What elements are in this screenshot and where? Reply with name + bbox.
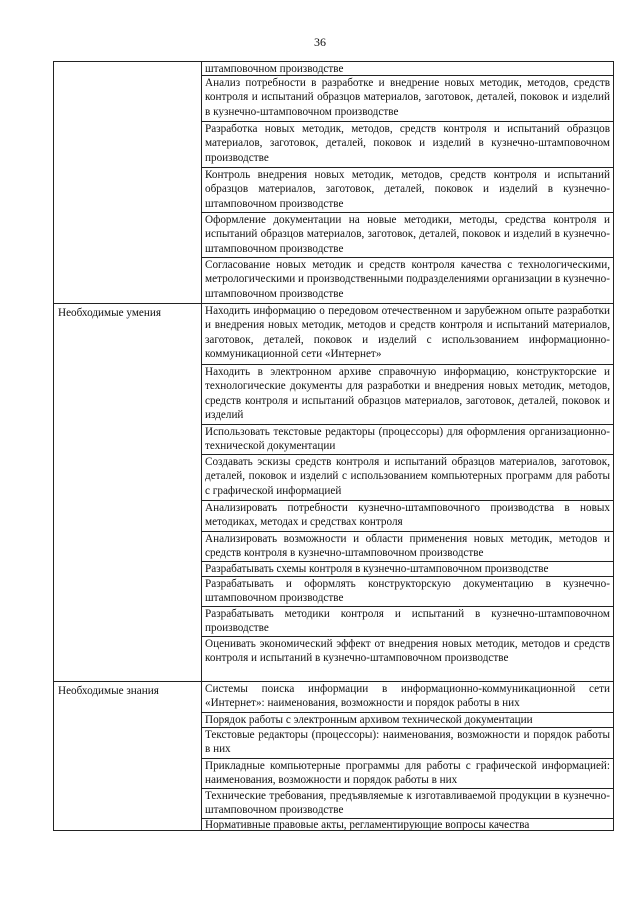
table-cell: Оформление документации на новые методики, методы, средства контроля и испытаний образцов материалов, заготовок, деталей, поковок и изделий в кузнечно-штамповочном производстве <box>202 213 613 258</box>
section-label-knowledge: Необходимые знания <box>54 682 202 830</box>
table-cell: Прикладные компьютерные программы для работы с графической информацией: наименования, возможности и порядок работы в них <box>202 759 613 789</box>
table-cell: Порядок работы с электронным архивом технической документации <box>202 713 613 728</box>
table-cell: Находить в электронном архиве справочную информацию, конструкторские и технологические документы для разработки и внедрения новых методик, методов, средств контроля и испытаний образцов материалов, заготовок, деталей, поковок и изделий <box>202 365 613 425</box>
table-cell: Анализ потребности в разработке и внедрение новых методик, методов, средств контроля и испытаний образцов материалов, заготовок, деталей, поковок и изделий в кузнечно-штамповочном производстве <box>202 76 613 122</box>
table-cell: Оценивать экономический эффект от внедрения новых методик, методов и средств контроля и испытаний в кузнечно-штамповочном производстве <box>205 638 610 665</box>
table-cell: Текстовые редакторы (процессоры): наименования, возможности и порядок работы в них <box>202 728 613 759</box>
table-cell: штамповочном производстве <box>202 62 613 76</box>
competency-table <box>53 61 614 831</box>
table-cell: Анализировать возможности и области применения новых методик, методов и средств контроля в кузнечно-штамповочном производстве <box>202 532 613 562</box>
table-cell: Разрабатывать методики контроля и испытаний в кузнечно-штамповочном производстве <box>202 607 613 637</box>
table-cell: Контроль внедрения новых методик, методов, средств контроля и испытаний образцов материалов, заготовок, деталей, поковок и изделий в кузнечно-штамповочном производстве <box>202 168 613 213</box>
required-knowledge-section <box>54 682 613 830</box>
section-label <box>54 62 202 303</box>
table-cell: Анализировать потребности кузнечно-штамповочного производства в новых методиках, методах и средствах контроля <box>202 501 613 532</box>
labor-actions-section <box>54 62 613 304</box>
table-cell: Создавать эскизы средств контроля и испытаний образцов материалов, заготовок, деталей, поковок и изделий с использованием компьютерных программ для работы с графической информацией <box>202 455 613 501</box>
table-cell: Согласование новых методик и средств контроля качества с технологическими, метрологическими и производственными подразделениями организации в кузнечно-штамповочном производстве <box>205 259 610 300</box>
page-number: 36 <box>314 35 326 49</box>
required-skills-section <box>54 304 613 682</box>
section-label-skills: Необходимые умения <box>54 304 202 681</box>
table-cell: Разрабатывать схемы контроля в кузнечно-штамповочном производстве <box>202 562 613 577</box>
table-cell: Системы поиска информации в информационно-коммуникационной сети «Интернет»: наименования, возможности и порядок работы в них <box>202 682 613 713</box>
table-cell: Разработка новых методик, методов, средств контроля и испытаний образцов материалов, заготовок, деталей, поковок и изделий в кузнечно-штамповочном производстве <box>202 122 613 168</box>
table-cell: Технические требования, предъявляемые к изготавливаемой продукции в кузнечно-штамповочном производстве <box>202 789 613 819</box>
table-cell: Разрабатывать и оформлять конструкторскую документацию в кузнечно-штамповочном производстве <box>202 577 613 607</box>
table-cell: Находить информацию о передовом отечественном и зарубежном опыте разработки и внедрения новых методик, методов и средств контроля и испытаний материалов, заготовок, деталей, поковок и изделий с использованием информационно-коммуникационной сети «Интернет» <box>202 304 613 365</box>
table-cell: Нормативные правовые акты, регламентирующие вопросы качества <box>205 819 530 830</box>
table-cell: Использовать текстовые редакторы (процессоры) для оформления организационно-технической документации <box>202 425 613 455</box>
